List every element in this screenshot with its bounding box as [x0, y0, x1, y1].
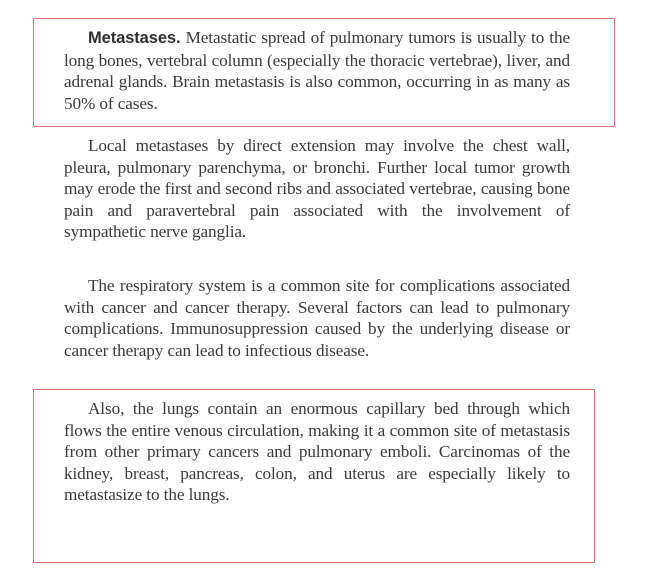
- paragraph-text: Local metastases by direct extension may involve the chest wall, pleura, pulmonary parenchyma, or bronchi. Further local tumor growth may erode the first and second ribs and associated vertebrae, causing bone pain and paravertebral pain associated with the involvement of sympathetic nerve ganglia.: [64, 136, 570, 242]
- paragraph-text: Metastatic spread of pulmonary tumors is usually to the long bones, vertebral column (especially the thoracic vertebrae), liver, and adrenal glands. Brain metastasis is also common, occurring in as many as 50% of cases.: [64, 28, 570, 113]
- paragraph-capillary-bed: [64, 398, 570, 506]
- paragraph-respiratory-complications: [64, 275, 570, 361]
- paragraph-text: Also, the lungs contain an enormous capillary bed through which flows the entire venous circulation, making it a common site of metastasis from other primary cancers and pulmonary emboli. Carcinomas of the kidney, breast, pancreas, colon, and uterus are especially likely to metastasize to the lungs.: [64, 399, 570, 505]
- paragraph-text: The respiratory system is a common site for complications associated with cancer and cancer therapy. Several factors can lead to pulmonary complications. Immunosuppression caused by the underlying disease or cancer therapy can lead to infectious disease.: [64, 276, 570, 360]
- paragraph-metastases: [64, 27, 570, 114]
- paragraph-local-metastases: [64, 135, 570, 243]
- section-heading: Metastases.: [88, 29, 181, 47]
